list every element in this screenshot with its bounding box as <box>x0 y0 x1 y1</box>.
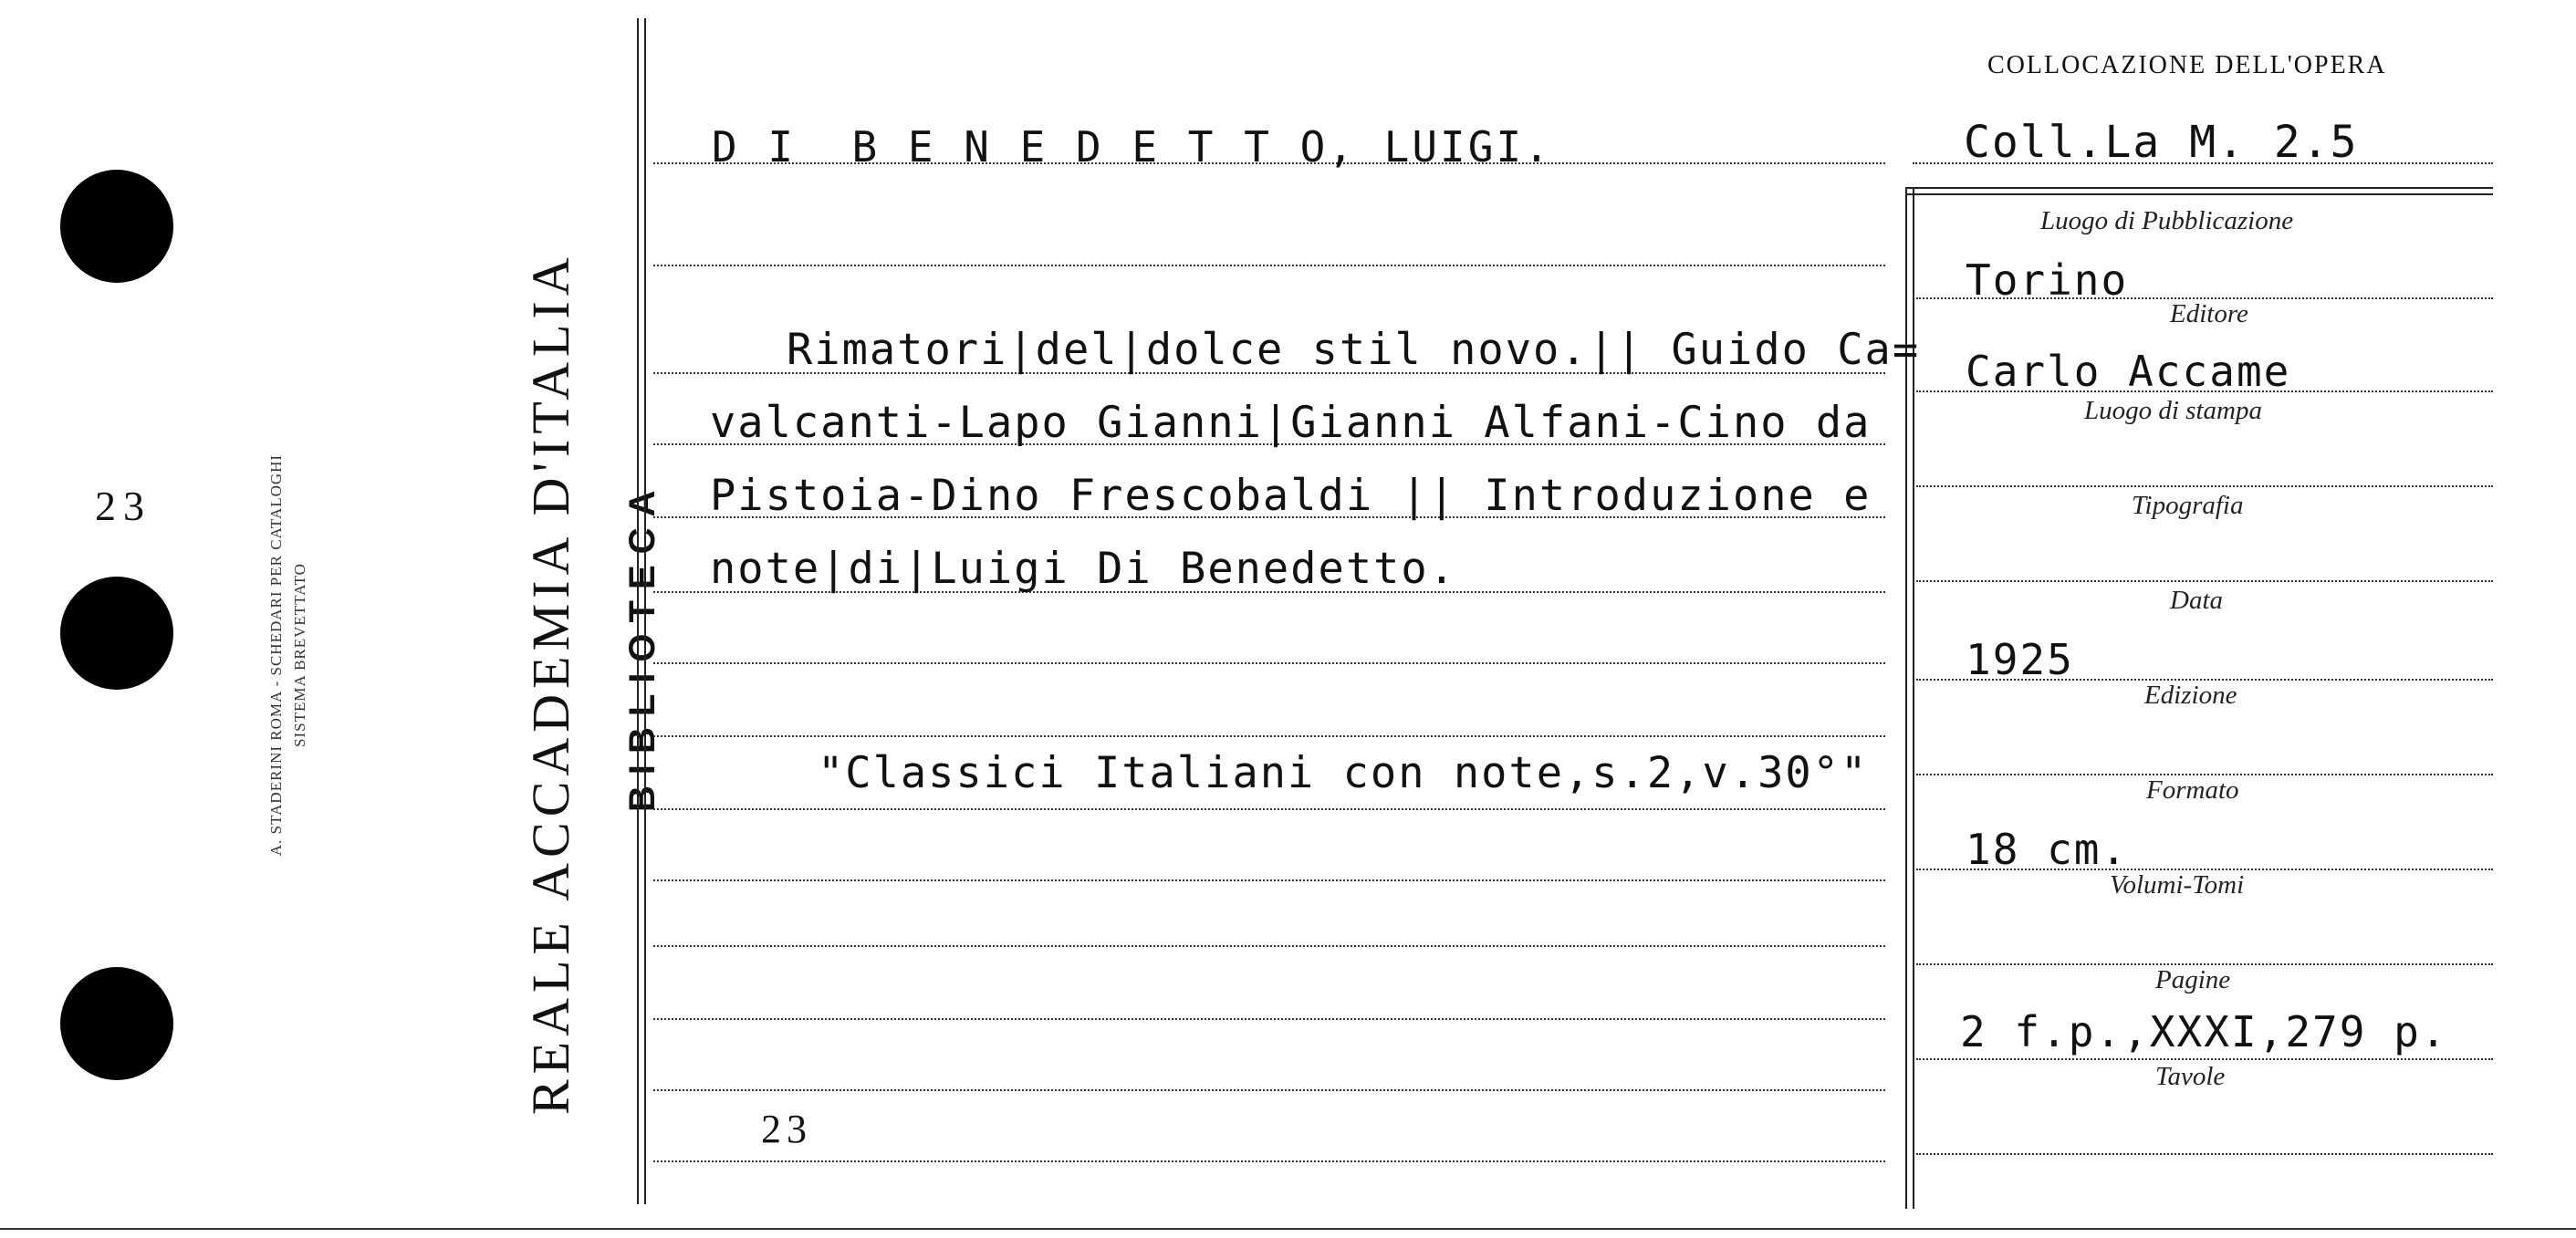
card-bottom-edge <box>0 1228 2576 1230</box>
pagine-value: 2 f.p.,XXXI,279 p. <box>1960 1007 2448 1056</box>
right-panel-top-rule-2 <box>1905 193 2493 195</box>
rule-line <box>653 735 1885 737</box>
tipografia-label: Tipografia <box>2132 491 2244 520</box>
formato-label: Formato <box>2146 775 2239 805</box>
rule-line <box>653 1089 1885 1091</box>
title-line-4: note|di|Luigi Di Benedetto. <box>710 544 1457 594</box>
edizione-label: Edizione <box>2144 681 2237 710</box>
rule-line <box>653 1160 1885 1162</box>
footer-number: 23 <box>761 1107 812 1151</box>
left-double-rule-b <box>644 18 646 1204</box>
data-value: 1925 <box>1966 635 2074 684</box>
editore-value: Carlo Accame <box>1966 347 2291 396</box>
series-note: "Classici Italiani con note,s.2,v.30°" <box>818 748 1869 798</box>
editore-label: Editore <box>2170 299 2248 328</box>
right-rule-line <box>1916 580 2493 582</box>
rule-line <box>653 265 1885 266</box>
printer-imprint <box>265 381 312 929</box>
rule-line <box>653 1018 1885 1020</box>
luogo-pubblicazione-label: Luogo di Pubblicazione <box>2040 206 2294 235</box>
left-double-rule-a <box>637 18 639 1204</box>
institution-name: REALE ACCADEMIA D'ITALIA <box>521 252 580 1115</box>
printer-line-1: A. STADERINI ROMA - SCHEDARI PER CATALOGHI <box>267 453 285 857</box>
data-label: Data <box>2170 586 2223 615</box>
title-line-1: Rimatori|del|dolce stil novo.|| Guido Ca= <box>787 325 1921 375</box>
rule-line <box>653 808 1885 810</box>
punch-hole-bottom <box>60 967 173 1080</box>
title-line-3: Pistoia-Dino Frescobaldi || Introduzione e <box>710 471 1872 521</box>
volumi-tomi-label: Volumi-Tomi <box>2110 870 2245 900</box>
right-rule-line <box>1916 485 2493 487</box>
punch-hole-middle <box>60 577 173 690</box>
right-rule-line <box>1916 1153 2493 1155</box>
collocation-label: COLLOCAZIONE DELL'OPERA <box>1987 51 2387 79</box>
formato-value: 18 cm. <box>1966 825 2129 874</box>
rule-line <box>653 945 1885 947</box>
library-label: BIBLIOTECA <box>622 479 662 812</box>
rule-line <box>653 879 1885 881</box>
rule-line <box>653 662 1885 664</box>
right-rule-line <box>1916 1058 2493 1060</box>
pagine-label: Pagine <box>2155 965 2231 994</box>
printer-line-2: SISTEMA BREVETTATO <box>291 563 308 747</box>
side-card-number: 23 <box>95 483 151 529</box>
right-panel-top-rule <box>1905 187 2493 189</box>
punch-hole-top <box>60 170 173 283</box>
title-line-2: valcanti-Lapo Gianni|Gianni Alfani-Cino da <box>710 398 1872 448</box>
collocation-value: Coll.La M. 2.5 <box>1964 117 2359 168</box>
author-heading: D I B E N E D E T T O, LUIGI. <box>712 122 1552 172</box>
luogo-pubblicazione-value: Torino <box>1966 255 2129 305</box>
luogo-stampa-label: Luogo di stampa <box>2084 396 2262 425</box>
tavole-label: Tavole <box>2155 1062 2226 1091</box>
